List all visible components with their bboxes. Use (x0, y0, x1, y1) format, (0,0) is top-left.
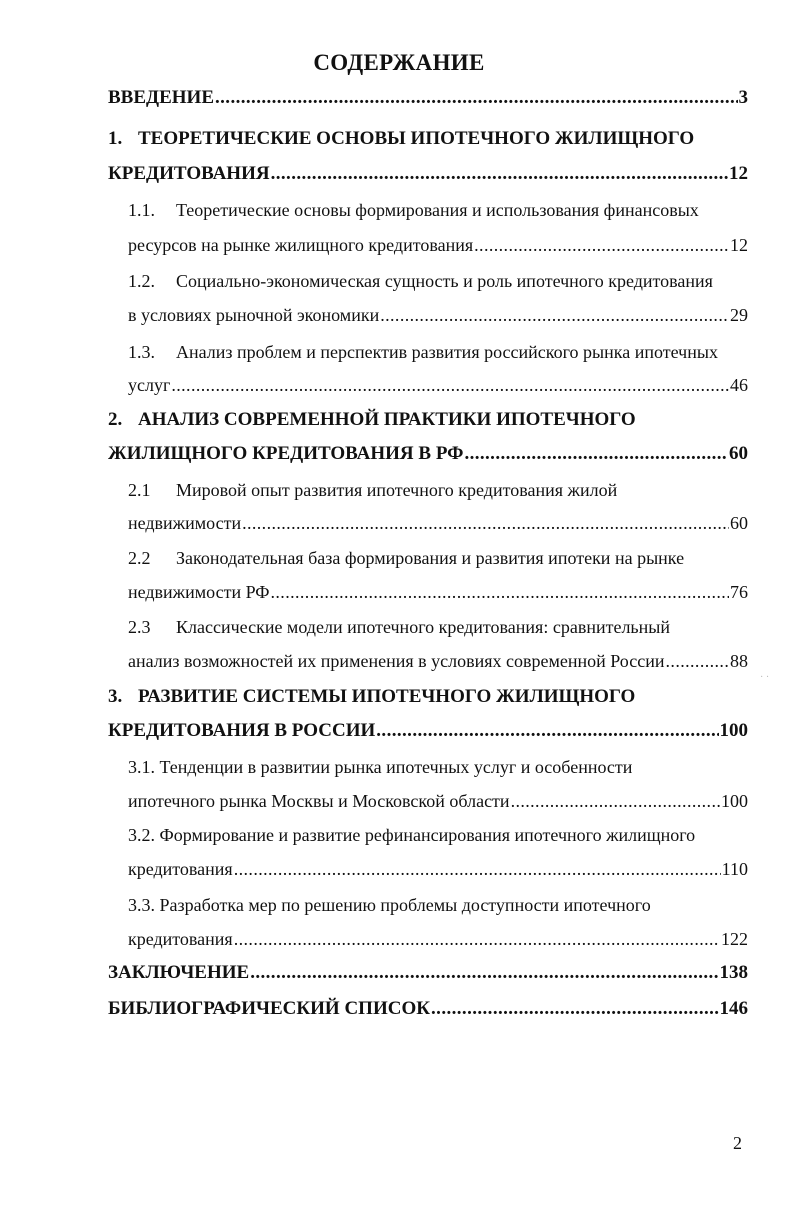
toc-entry-text: БИБЛИОГРАФИЧЕСКИЙ СПИСОК (108, 998, 431, 1019)
toc-entry-page: 110 (721, 859, 748, 879)
toc-entry-number: 3. (108, 686, 123, 707)
toc-entry-text: РАЗВИТИЕ СИСТЕМЫ ИПОТЕЧНОГО ЖИЛИЩНОГО (138, 686, 636, 707)
toc-entry (128, 300, 748, 330)
toc-entry-page: 76 (730, 582, 748, 602)
toc-entry (128, 577, 748, 607)
toc-entry (128, 924, 748, 954)
toc-entry-heading (108, 682, 635, 712)
toc-entry-heading (128, 890, 651, 920)
toc-leader-dots (215, 83, 738, 113)
toc-leader-dots (666, 646, 729, 676)
toc-entry-heading (128, 337, 718, 367)
toc-entry-number: 1. (108, 128, 123, 149)
toc-entry-number: 2.1 (128, 480, 151, 500)
toc-entry (128, 786, 748, 816)
toc-entry-text: ЗАКЛЮЧЕНИЕ (108, 962, 250, 983)
toc-entry-heading (108, 124, 694, 154)
toc-entry-page: 122 (721, 929, 748, 949)
toc-entry-text: ЖИЛИЩНОГО КРЕДИТОВАНИЯ В РФ (108, 443, 464, 464)
toc-entry-text: недвижимости РФ (128, 582, 270, 602)
toc-entry-heading (128, 752, 632, 782)
toc-entry-page: 12 (730, 235, 748, 255)
toc-leader-dots (234, 854, 721, 884)
toc-entry-page: 46 (730, 375, 748, 395)
toc-entry-number: 2.2 (128, 548, 151, 568)
toc-entry-number: 1.1. (128, 200, 155, 220)
toc-entry-page: 60 (729, 443, 748, 464)
toc-entry-text: 3.3. Разработка мер по решению проблемы доступности ипотечного (128, 895, 651, 915)
toc-entry-text: Социально-экономическая сущность и роль ипотечного кредитования (176, 271, 713, 291)
toc-entry-text: Анализ проблем и перспектив развития российского рынка ипотечных (176, 342, 718, 362)
toc-entry-text: АНАЛИЗ СОВРЕМЕННОЙ ПРАКТИКИ ИПОТЕЧНОГО (138, 409, 636, 430)
toc-entry-text: кредитования (128, 929, 233, 949)
toc-entry-text: кредитования (128, 859, 233, 879)
toc-entry (108, 159, 748, 189)
toc-entry (128, 854, 748, 884)
toc-entry-page: 60 (730, 513, 748, 533)
toc-entry-number: 2.3 (128, 617, 151, 637)
toc-entry-number: 1.3. (128, 342, 155, 362)
toc-entry-text: 3.2. Формирование и развитие рефинансирования ипотечного жилищного (128, 825, 696, 845)
toc-leader-dots (431, 994, 718, 1024)
toc-entry-page: 88 (730, 651, 748, 671)
toc-entry-heading (128, 820, 695, 850)
toc-entry-text: анализ возможностей их применения в условиях современной России (128, 651, 665, 671)
toc-entry-page: 100 (721, 791, 748, 811)
toc-leader-dots (380, 300, 729, 330)
toc-leader-dots (464, 439, 728, 469)
toc-entry-text: ВВЕДЕНИЕ (108, 87, 214, 108)
toc-entry-text: КРЕДИТОВАНИЯ В РОССИИ (108, 720, 376, 741)
toc-entry-text: Теоретические основы формирования и использования финансовых (176, 200, 699, 220)
toc-entry-heading (108, 405, 636, 435)
toc-entry (128, 646, 748, 676)
toc-leader-dots (511, 786, 720, 816)
toc-entry-text: 3.1. Тенденции в развитии рынка ипотечных услуг и особенности (128, 757, 633, 777)
toc-leader-dots (271, 159, 728, 189)
toc-entry-text: ТЕОРЕТИЧЕСКИЕ ОСНОВЫ ИПОТЕЧНОГО ЖИЛИЩНОГО (138, 128, 695, 149)
toc-entry-page: 146 (719, 998, 748, 1019)
toc-leader-dots (234, 924, 720, 954)
toc-entry-text: Законодательная база формирования и развития ипотеки на рынке (176, 548, 685, 568)
toc-entry-text: в условиях рыночной экономики (128, 305, 380, 325)
toc-entry-text: услуг (128, 375, 171, 395)
toc-entry (128, 508, 748, 538)
toc-entry-number: 1.2. (128, 271, 155, 291)
toc-entry-heading (128, 266, 713, 296)
toc-entry (108, 439, 748, 469)
toc-leader-dots (271, 577, 730, 607)
toc-leader-dots (474, 230, 729, 260)
toc-entry-heading (128, 543, 684, 573)
toc-entry (128, 230, 748, 260)
toc-entry-heading (128, 475, 617, 505)
page-title: СОДЕРЖАНИЕ (313, 50, 485, 75)
toc-leader-dots (376, 716, 718, 746)
toc-entry (108, 994, 748, 1024)
toc-entry-text: ресурсов на рынке жилищного кредитования (128, 235, 474, 255)
page-number: 2 (733, 1133, 742, 1153)
toc-entry-page: 29 (730, 305, 748, 325)
toc-entry-number: 2. (108, 409, 123, 430)
toc-entry-page: 100 (719, 720, 748, 741)
toc-entry-page: 12 (729, 163, 748, 184)
toc-entry (108, 83, 748, 113)
toc-leader-dots (242, 508, 729, 538)
toc-leader-dots (171, 370, 729, 400)
toc-entry-text: недвижимости (128, 513, 242, 533)
toc-entry-page: 138 (719, 962, 748, 983)
toc-leader-dots (250, 958, 718, 988)
scan-artifact-mark: · · (760, 672, 770, 683)
toc-entry-text: Мировой опыт развития ипотечного кредитования жилой (176, 480, 618, 500)
toc-entry-heading (128, 195, 699, 225)
toc-entry-page: 3 (738, 87, 748, 108)
toc-entry-text: КРЕДИТОВАНИЯ (108, 163, 270, 184)
toc-entry-text: Классические модели ипотечного кредитования: сравнительный (176, 617, 670, 637)
toc-entry (128, 370, 748, 400)
toc-entry-heading (128, 612, 670, 642)
toc-entry-text: ипотечного рынка Москвы и Московской области (128, 791, 510, 811)
toc-entry (108, 716, 748, 746)
toc-entry (108, 958, 748, 988)
